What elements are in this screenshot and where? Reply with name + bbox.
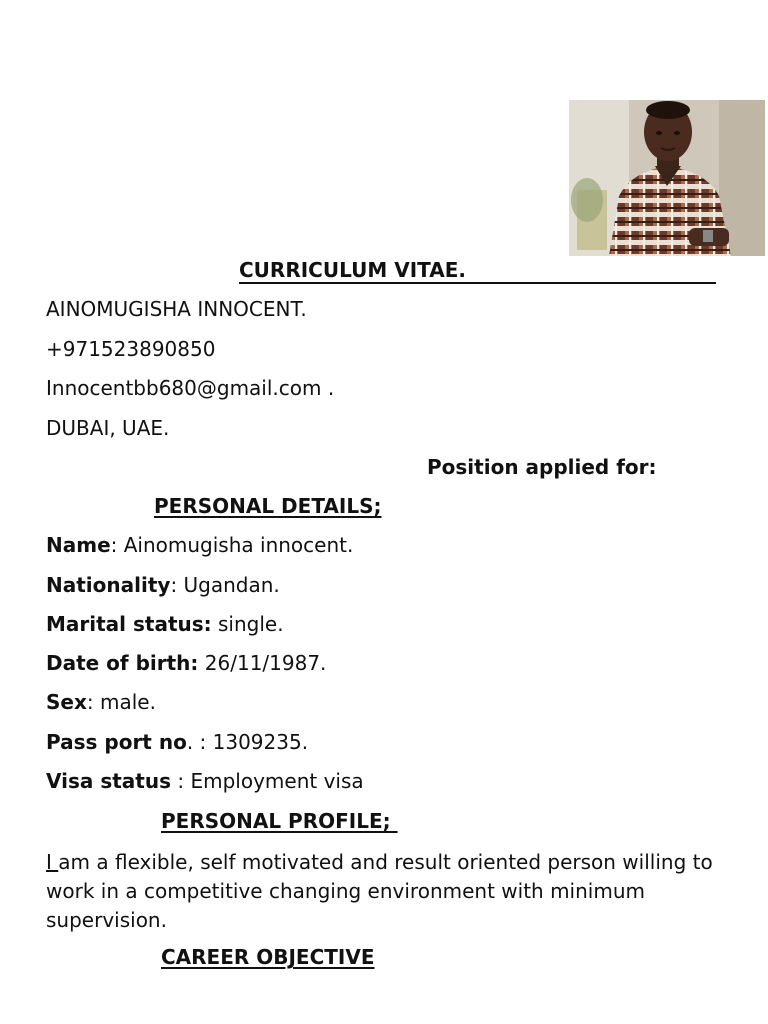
detail-marital-value: single. (211, 612, 284, 636)
personal-profile-text (46, 848, 736, 935)
profile-text-first: I (46, 850, 59, 874)
detail-passport-row (46, 730, 308, 754)
detail-marital-row (46, 612, 284, 636)
email-address: Innocentbb680@gmail.com . (46, 376, 335, 400)
detail-dob-label: Date of birth: (46, 651, 199, 675)
detail-marital-label: Marital status: (46, 612, 212, 636)
detail-passport-label: Pass port no (46, 730, 187, 754)
detail-visa-label: Visa status (46, 769, 172, 793)
detail-sex-value: : male. (86, 690, 156, 714)
detail-name-value: : Ainomugisha innocent. (110, 533, 354, 557)
detail-name-label: Name (46, 533, 111, 557)
detail-name-row (46, 533, 353, 557)
candidate-name: AINOMUGISHA INNOCENT. (46, 297, 307, 321)
profile-text-rest: am a flexible, self motivated and result oriented person willing to work in a competitive changing environment with minimum supervision. (46, 850, 713, 932)
detail-nationality-label: Nationality (46, 573, 171, 597)
detail-visa-value: : Employment visa (171, 769, 364, 793)
detail-sex-row (46, 690, 156, 714)
detail-dob-row (46, 651, 326, 675)
detail-dob-value: 26/11/1987. (198, 651, 327, 675)
detail-visa-row (46, 769, 364, 793)
detail-passport-value: . : 1309235. (186, 730, 309, 754)
cv-title: CURRICULUM VITAE. (239, 258, 716, 284)
career-objective-heading: CAREER OBJECTIVE (161, 945, 375, 969)
personal-profile-heading: PERSONAL PROFILE; (161, 809, 398, 833)
profile-photo (569, 100, 765, 256)
position-applied-label: Position applied for: (427, 455, 657, 479)
detail-nationality-row (46, 573, 280, 597)
detail-nationality-value: : Ugandan. (170, 573, 280, 597)
detail-sex-label: Sex (46, 690, 87, 714)
phone-number: +971523890850 (46, 337, 216, 361)
personal-details-heading: PERSONAL DETAILS; (154, 494, 382, 518)
location: DUBAI, UAE. (46, 416, 170, 440)
